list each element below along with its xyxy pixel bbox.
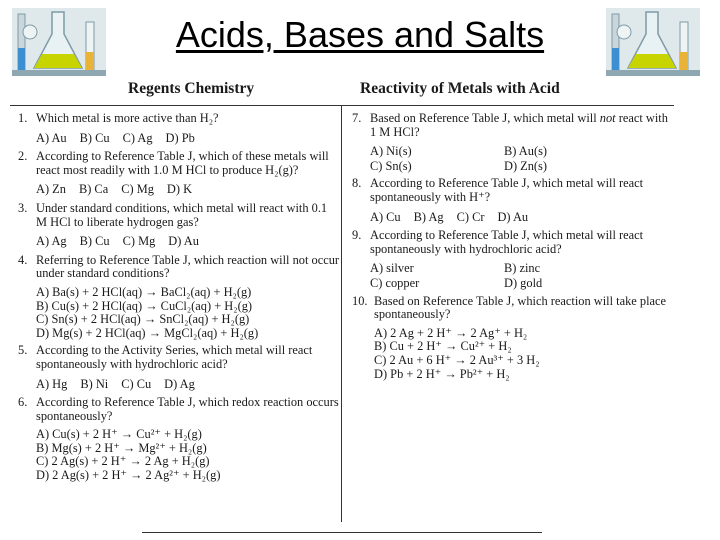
choice-b: B) Ca [78, 182, 109, 197]
choice-b: B) Cu(s) + 2 HCl(aq) → CuCl₂(aq) + H₂(g) [36, 298, 253, 313]
question-text: According to the Activity Series, which metal will react spontaneously with hydrochloric acid? [36, 343, 313, 371]
choice-d: D) Ag [164, 376, 195, 391]
choice-b: B) zinc [504, 261, 541, 276]
choice-b: B) Ag [413, 209, 444, 224]
choice-b: B) Ni [80, 376, 109, 391]
header-divider [10, 105, 674, 106]
question-number: 8. [352, 176, 362, 191]
choice-d: D) Pb [165, 130, 195, 145]
question-1 [18, 112, 340, 145]
choice-a: A) silver [370, 261, 414, 276]
question-text-emphasis: not [599, 111, 616, 125]
question-text: According to Reference Table J, which metal will react spontaneously with H⁺? [370, 176, 644, 204]
question-4 [18, 254, 340, 341]
column-divider [341, 106, 342, 522]
question-3 [18, 202, 340, 249]
worksheet-header-right: Reactivity of Metals with Acid [360, 80, 560, 97]
choice-c: C) Ag [122, 130, 153, 145]
choice-c: C) Sn(s) [370, 158, 412, 173]
question-number: 5. [18, 343, 28, 358]
worksheet [0, 76, 720, 540]
worksheet-header-left: Regents Chemistry [128, 80, 255, 97]
question-number: 2. [18, 149, 28, 164]
choice-d: D) gold [504, 275, 543, 290]
question-text-part: Based on Reference Table J, which metal will [370, 111, 600, 125]
question-10 [352, 295, 672, 382]
lab-glassware-icon [12, 8, 106, 76]
choice-b: B) Cu [79, 234, 110, 249]
choice-a: A) Cu [370, 209, 401, 224]
choice-a: A) Au [36, 130, 67, 145]
question-2 [18, 150, 340, 197]
question-number: 1. [18, 111, 28, 125]
question-number: 10. [352, 293, 368, 308]
choice-a: A) 2 Ag + 2 H⁺ → 2 Ag⁺ + H₂ [374, 325, 528, 340]
question-number: 3. [18, 200, 28, 215]
question-5 [18, 344, 340, 391]
question-9 [352, 229, 672, 290]
bottom-divider [142, 532, 542, 533]
choice-d: D) Pb + 2 H⁺ → Pb²⁺ + H₂ [374, 366, 510, 381]
choice-d: D) Mg(s) + 2 HCl(aq) → MgCl₂(aq) + H₂(g) [36, 325, 259, 340]
choice-d: D) 2 Ag(s) + 2 H⁺ → 2 Ag²⁺ + H₂(g) [36, 468, 221, 483]
choice-d: D) Au [168, 234, 199, 249]
question-number: 7. [352, 111, 362, 125]
choice-c: C) 2 Ag(s) + 2 H⁺ → 2 Ag + H₂(g) [36, 454, 210, 469]
question-8 [352, 177, 672, 224]
choice-b: B) Mg(s) + 2 H⁺ → Mg²⁺ + H₂(g) [36, 440, 207, 455]
question-text: Referring to Reference Table J, which reaction will not occur under standard conditions? [36, 252, 340, 281]
right-column [352, 112, 672, 385]
question-text: According to Reference Table J, which redox reaction occurs spontaneously? [36, 395, 339, 423]
choice-a: A) Ni(s) [370, 144, 412, 159]
question-number: 4. [18, 252, 28, 267]
choice-c: C) Mg [122, 234, 156, 249]
question-text: According to Reference Table J, which of these metals will react most readily with 1.0 M HCl to produce H₂(g)? [36, 149, 329, 177]
question-text: Which metal is more active than H₂? [36, 111, 219, 125]
choice-c: C) Cu [121, 376, 152, 391]
question-text [370, 112, 672, 139]
choice-a: A) Ag [36, 234, 67, 249]
question-text: Under standard conditions, which metal will react with 0.1 M HCl to liberate hydrogen gas? [36, 200, 328, 229]
choice-a: A) Zn [36, 182, 66, 197]
choice-c: C) Mg [121, 182, 154, 197]
question-number: 6. [18, 395, 28, 410]
lab-glassware-icon [606, 8, 700, 76]
choice-b: B) Cu [79, 130, 110, 145]
choice-d: D) Zn(s) [504, 158, 548, 173]
choice-a: A) Hg [36, 376, 68, 391]
left-column [18, 112, 340, 487]
choice-c: C) 2 Au + 6 H⁺ → 2 Au³⁺ + 3 H₂ [374, 352, 540, 367]
choice-c: C) copper [370, 275, 420, 290]
question-text-part: react with 1 M HCl? [370, 111, 668, 139]
question-number: 9. [352, 228, 362, 243]
question-text: According to Reference Table J, which metal will react spontaneously with hydrochloric acid? [370, 228, 644, 256]
question-7 [352, 112, 672, 173]
choice-a: A) Cu(s) + 2 H⁺ → Cu²⁺ + H₂(g) [36, 427, 202, 442]
choice-d: D) Au [497, 209, 529, 224]
choice-d: D) K [166, 182, 193, 197]
choice-b: B) Cu + 2 H⁺ → Cu²⁺ + H₂ [374, 339, 512, 354]
choice-b: B) Au(s) [504, 144, 548, 159]
choice-a: A) Ba(s) + 2 HCl(aq) → BaCl₂(aq) + H₂(g) [36, 284, 252, 299]
choice-c: C) Sn(s) + 2 HCl(aq) → SnCl₂(aq) + H₂(g) [36, 312, 250, 327]
slide-title: Acids, Bases and Salts [175, 14, 545, 55]
question-text: Based on Reference Table J, which reaction will take place spontaneously? [374, 293, 667, 322]
question-6 [18, 396, 340, 483]
choice-c: C) Cr [456, 209, 485, 224]
